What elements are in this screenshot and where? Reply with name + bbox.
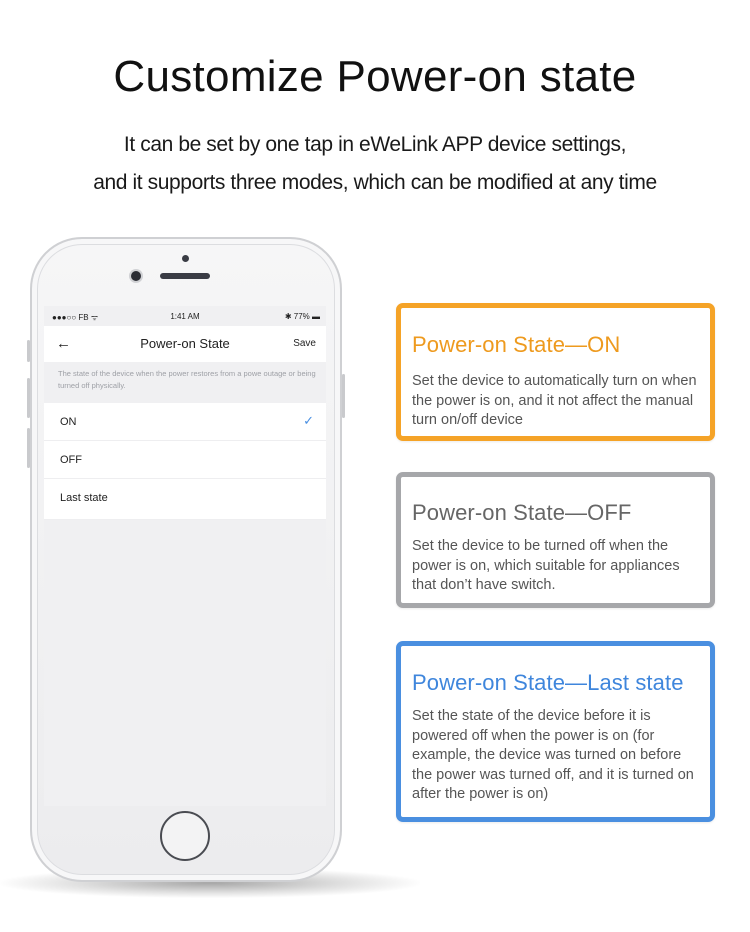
phone-screen: [44, 306, 326, 806]
card-last-state: [396, 641, 715, 822]
card-body: Set the device to automatically turn on when the power is on, and it not affect the manual turn on/off device: [412, 373, 697, 428]
phone-camera: [131, 271, 141, 281]
back-arrow-icon[interactable]: ←: [56, 335, 71, 352]
phone-power-button: [342, 374, 345, 418]
status-time: 1:41 AM: [170, 312, 200, 321]
subtitle-line-1: It can be set by one tap in eWeLink APP device settings,: [123, 133, 627, 156]
card-power-on: [396, 303, 715, 441]
save-button[interactable]: Save: [293, 338, 316, 349]
card-body: Set the state of the device before it is powered off when the power is on (for example, the device was turned on before the power was turned off, and it is turned on after the power is on): [412, 708, 694, 802]
screen-title: Power-on State: [140, 336, 230, 351]
option-label: Last state: [60, 492, 108, 504]
home-button[interactable]: [160, 811, 210, 861]
card-title: Power-on State—ON: [412, 332, 621, 357]
option-off[interactable]: [44, 441, 326, 479]
checkmark-icon: ✓: [303, 413, 314, 428]
phone-sensor: [182, 255, 189, 262]
status-bar: [44, 306, 326, 326]
setting-description: The state of the device when the power restores from a powe outage or being turned off physically.: [58, 369, 316, 390]
phone-mute-switch: [27, 340, 30, 362]
phone-speaker: [160, 273, 210, 279]
card-title: Power-on State—Last state: [412, 670, 684, 695]
option-on[interactable]: [44, 403, 326, 441]
battery-indicator: ✱ 77% ▬: [284, 312, 320, 321]
nav-bar: [44, 326, 326, 362]
option-list: [44, 403, 326, 520]
phone-volume-down: [27, 428, 30, 468]
option-label: ON: [60, 416, 77, 428]
card-power-off: [396, 472, 715, 608]
subtitle-line-2: and it supports three modes, which can be modified at any time: [93, 171, 657, 194]
page-title: Customize Power-on state: [113, 52, 637, 101]
phone-volume-up: [27, 378, 30, 418]
option-last-state[interactable]: [44, 479, 326, 520]
card-title: Power-on State—OFF: [412, 500, 632, 525]
card-body: Set the device to be turned off when the power is on, which suitable for appliances that don’t have switch.: [412, 538, 680, 593]
option-label: OFF: [60, 454, 82, 466]
carrier-signal: ●●●○○ FB ᯤ: [52, 313, 99, 322]
